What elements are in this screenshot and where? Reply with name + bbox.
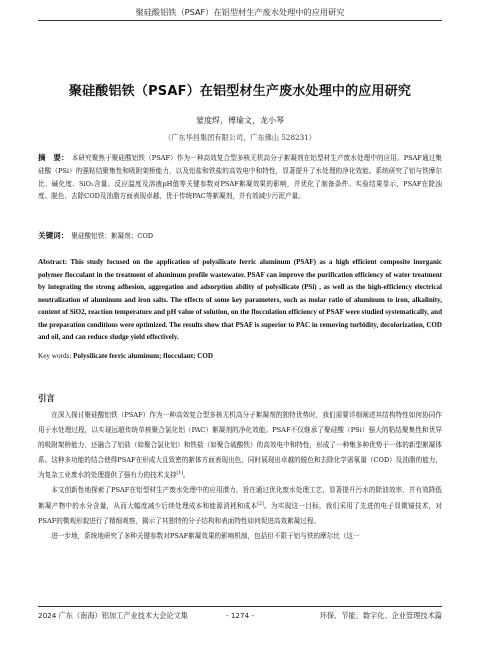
citation-marker: [2] bbox=[257, 501, 264, 507]
article-title: 聚硅酸铝铁（PSAF）在铝型材生产废水处理中的应用研究 bbox=[68, 84, 412, 99]
paragraph-text: 本文创新性地探索了PSAF在铝型材生产废水处理中的应用潜力，旨在通过优化废水处理工艺，显著提升污水的除油效率，并有效降低絮凝产物中的水分含量，从而大幅度减少后续处理成本和能源消耗和成本 bbox=[38, 486, 442, 510]
abstract-en-text: This study focused on the application of polysilicate ferric aluminum (PSAF) as a high efficient composite inorganic polymer flocculant in the treatment of aluminum profile wastewater. PSAF can improve the purification efficiency of water treatment by integrating the strong adhesion, aggregation and adsorption ability of polysilicate (PSi) , as well as the high-efficiency electrical neutralization of aluminum and iron salts. The effects of some key parameters, such as molar ratio of aluminum to iron, alkalinity, content of SiO2, reaction temperature and pH value of solution, on the flocculation efficiency of PSAF were studied systematically, and the preparation conditions were optimized. The results show that PSAF is superior to PAC in removing turbidity, decolorization, COD and oil, and can reduce sludge yield effectively. bbox=[38, 258, 442, 341]
keywords-cn-label: 关键词： bbox=[38, 231, 69, 240]
running-head: 聚硅酸铝铁（PSAF）在铝型材生产废水处理中的应用研究 bbox=[135, 7, 345, 17]
paragraph bbox=[38, 529, 442, 544]
paragraph bbox=[38, 408, 442, 483]
header-rule bbox=[38, 20, 442, 21]
paragraph-text-end: 。为实现这一目标，我们采用了先进的电子显微镜技术，对PSAF的微观形貌进行了精细观察，揭示了其独特的分子结构和表面特性如何促进高效絮凝过程。 bbox=[38, 501, 443, 525]
article-affiliation: （广东华昌集团有限公司，广东佛山 528231） bbox=[164, 133, 316, 142]
article-authors: 蒙度焊，傅瑜文，龙小琴 bbox=[196, 116, 284, 125]
keywords-en-label: Key words: bbox=[38, 352, 72, 360]
keywords-english bbox=[38, 352, 442, 360]
paragraph-text: 进一步地，系统地研究了多种关键参数对PSAF絮凝效果的影响机制，包括但不限于铝与铁的摩尔比（这一 bbox=[51, 531, 360, 540]
footer-section: 环保、节能、数字化、企业管理技术篇 bbox=[319, 611, 442, 620]
paragraph-text: 在深入探讨聚硅酸铝铁（PSAF）作为一种高效复合型多核无机高分子絮凝剂的独特优势时，我们需要详细阐述其结构特性如何协同作用于水处理过程，以实现远超传统单核聚合氯化铝（PAC）絮凝剂的净化效能。PSAF不仅继承了聚硅酸（PSi）强大的粘结聚集性和优异的吸附架桥能力，还融合了铝盐（如聚合氯化铝）和铁盐（如聚合硫酸铁）的高效电中和特性，形成了一种集多种优势于一体的新型絮凝体系。这种多功能的结合使得PSAF在形成大且致密的絮体方面表现出色，同时展现出卓越的脱色和去除化学需氧量（COD）及油脂的能力，为复杂工业废水的处理提供了强有力的技术支持 bbox=[38, 411, 442, 480]
abstract-cn-text: 本研究聚焦于聚硅酸铝铁（PSAF）作为一种高效复合型多核无机高分子絮凝剂在铝型材生产废水处理中的应用。PSAF通过集硅酸（PSi）的强粘结聚集性和吸附架桥能力，以及铝盐和铁盐的高效电中和特性，显著提升了水处理的净化效能。系统研究了铝与铁摩尔比、碱化度、SiO₂含量、反应温度及溶液pH值等关键参数对PSAF絮凝效果的影响，并优化了制备条件。实验结果显示，PSAF在除浊度、脱色、去除COD及油脂方面表现卓越，优于传统PAC等絮凝剂，并有效减少污泥产量。 bbox=[38, 154, 442, 201]
citation-marker: [1] bbox=[176, 471, 183, 477]
abstract-en-label: Abstract: bbox=[38, 258, 68, 266]
introduction-body bbox=[38, 408, 442, 544]
abstract-chinese bbox=[38, 152, 442, 203]
abstract-english bbox=[38, 256, 442, 344]
paragraph bbox=[38, 483, 442, 528]
footer-proceedings: 2024 广东（南海）铝加工产业技术大会论文集 bbox=[38, 611, 188, 620]
keywords-cn-text: 聚硅酸铝铁；絮凝剂；COD bbox=[71, 232, 154, 240]
footer-rule bbox=[38, 606, 442, 607]
paragraph-text-end: 。 bbox=[182, 471, 190, 480]
keywords-en-text: Polysilicate ferric aluminum; flocculant; COD bbox=[73, 352, 214, 360]
abstract-cn-label: 摘 要： bbox=[38, 153, 69, 162]
section-heading-introduction: 引言 bbox=[38, 393, 55, 403]
page-number: - 1274 - bbox=[225, 611, 255, 620]
keywords-chinese bbox=[38, 230, 442, 242]
